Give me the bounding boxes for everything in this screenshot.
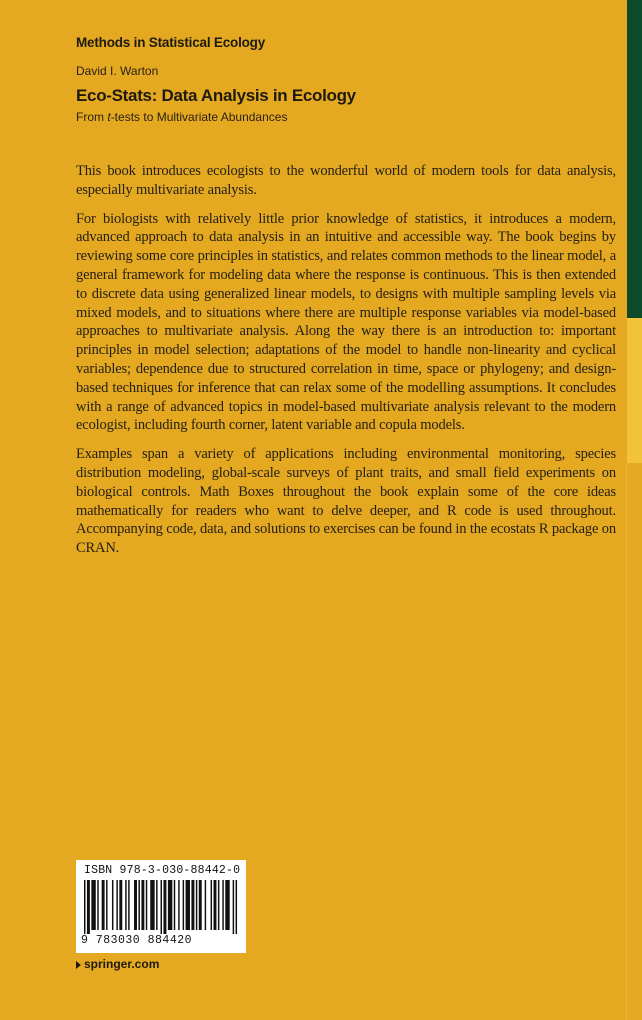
barcode-bar [84,880,85,934]
barcode-bar [119,880,122,930]
barcode-bar [199,880,202,930]
barcode-bar [233,880,234,934]
barcode-bar [138,880,139,930]
barcode-bar [218,880,219,930]
barcode-bar [87,880,90,934]
publisher-url: springer.com [84,957,160,971]
spine-green-edge [627,0,642,318]
barcode-bar [146,880,147,930]
author-name: David I. Warton [76,64,159,78]
barcode-bar [178,880,179,930]
barcode-bar [128,880,129,930]
barcode-bar [205,880,206,930]
barcode-bar [156,880,157,930]
blurb-paragraph: For biologists with relatively little prior knowledge of statistics, it introduces a modern, advanced approach to data analysis in an intuitive and accessible way. The book begins by reviewing some core principles in statistics, and relates common methods to the linear model, a general framework for modeling data where the response is continuous. This is then extended to discrete data using generalized linear models, to designs with multiple sampling levels via mixed models, and to situations where there are multiple response variables via model-based approaches to multivariate analysis. Along the way there is an introduction to: important principles in model selection; adaptations of the model to handle non-linearity and cyclical variables; dependence due to structured correlation in time, space or phylogeny; and design-based techniques for inference that can relax some of the modelling assumptions. It concludes with a range of advanced topics in model-based multivariate analysis relevant to the modern ecologist, including fourth corner, latent variable and copula models. [76,210,616,434]
barcode-bar [97,880,98,930]
barcode-bar [150,880,154,930]
subtitle-italic: t [107,110,111,124]
series-name: Methods in Statistical Ecology [76,35,266,50]
barcode-bar [186,880,190,930]
blurb [76,162,616,568]
barcode-bar [116,880,117,930]
barcode-bar [112,880,113,930]
barcode-bar [225,880,229,930]
barcode-bar [141,880,144,930]
blurb-paragraph: Examples span a variety of applications including environmental monitoring, species distribution modeling, global-scale surveys of plant traits, and small field experiments on biological controls. Math Boxes throughout the book explain some of the core ideas mathematically for readers who want to delve deeper, and R code is used throughout. Accompanying code, data, and solutions to exercises can be found in the ecostats R package on CRAN. [76,446,616,557]
barcode-bar [161,880,162,934]
book-title: Eco-Stats: Data Analysis in Ecology [76,86,356,105]
barcode-bar [174,880,175,930]
barcode-bar [91,880,95,930]
barcode-bar [191,880,194,930]
spine-fold-line [626,463,627,1020]
barcode-icon [84,880,240,934]
barcode-bar [163,880,166,934]
barcode-bar [183,880,184,930]
barcode-bar [102,880,105,930]
barcode-bar [196,880,197,930]
isbn-label: ISBN 978-3-030-88442-0 [84,864,241,877]
barcode-bar [168,880,172,930]
subtitle-prefix: From [76,110,108,124]
blurb-paragraph: This book introduces ecologists to the wonderful world of modern tools for data analysis, especially multivariate analysis. [76,163,616,198]
barcode-bar [222,880,223,930]
barcode-bar [214,880,217,930]
barcode-bar [211,880,212,930]
barcode-bar [236,880,237,934]
barcode-bar [125,880,126,930]
book-subtitle [76,110,287,124]
barcode-bar [134,880,137,930]
spine-light-edge [627,318,642,463]
barcode-bar [106,880,107,930]
arrow-right-icon [76,961,81,969]
barcode-digits: 9 783030 884420 [81,934,193,947]
subtitle-rest: -tests to Multivariate Abundances [110,110,288,124]
publisher-link[interactable] [76,957,159,971]
